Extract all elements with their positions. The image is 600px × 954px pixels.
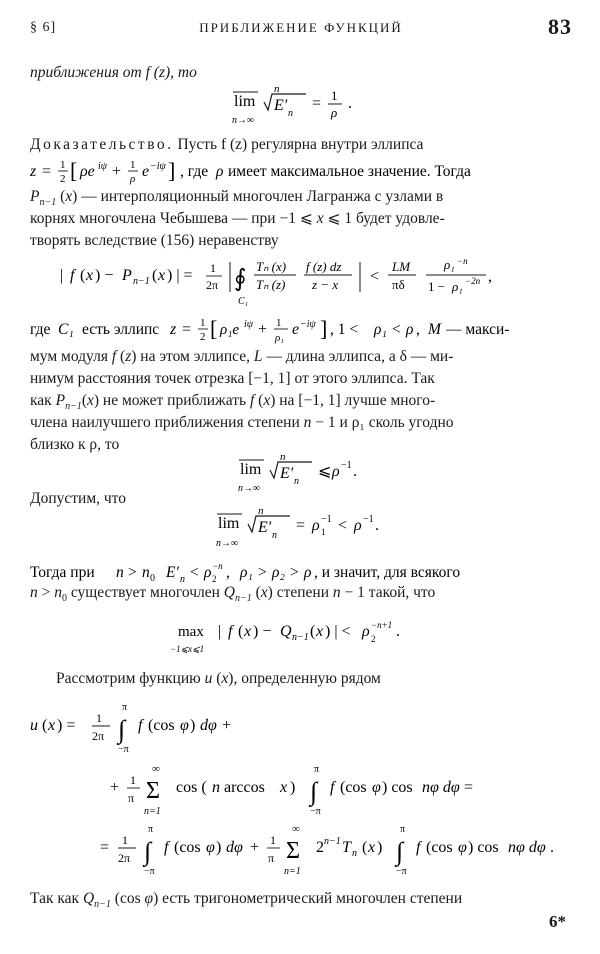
text-line-15: $n > n_0$ существует многочлен $Q_{n-1}$ (x) степени n − 1 такой, что [30, 584, 436, 605]
svg-text:имеет максимальное значение. Т: имеет максимальное значение. Тогда [228, 163, 471, 180]
svg-text:P: P [122, 267, 132, 284]
text-line-14 [30, 558, 575, 584]
signature-mark: 6* [549, 912, 566, 931]
svg-text:ρ: ρ [130, 173, 136, 185]
svg-text:ρ: ρ [332, 463, 340, 480]
svg-text:x: x [48, 717, 56, 734]
svg-text:n: n [258, 505, 264, 517]
section-marker: § 6] [30, 20, 57, 35]
svg-text:n: n [142, 564, 150, 581]
svg-text:2: 2 [60, 173, 66, 185]
svg-text:, 1 <: , 1 < [330, 321, 359, 338]
svg-text:x: x [280, 779, 288, 796]
svg-text:ρe: ρe [80, 163, 95, 180]
svg-text:∫: ∫ [310, 777, 318, 806]
svg-text:Tₙ (x): Tₙ (x) [256, 259, 287, 274]
svg-text:1: 1 [200, 317, 206, 329]
svg-text:u: u [30, 717, 38, 734]
svg-text:.: . [550, 839, 554, 856]
svg-text:) −: ) − [95, 267, 114, 284]
svg-text:∫: ∫ [118, 715, 126, 744]
svg-text:1: 1 [122, 833, 128, 847]
svg-text:arccos: arccos [224, 779, 265, 796]
svg-text:]: ] [320, 316, 328, 341]
svg-text:n→∞: n→∞ [238, 483, 261, 494]
svg-text:[: [ [70, 158, 78, 183]
svg-text:Σ: Σ [146, 778, 160, 804]
svg-text:Tₙ (z): Tₙ (z) [256, 277, 286, 292]
svg-text:=: = [296, 517, 306, 534]
svg-text:): ) [377, 839, 383, 856]
svg-text:πδ: πδ [392, 277, 405, 292]
page-number: 83 [548, 14, 572, 39]
svg-text:−n: −n [212, 561, 223, 571]
svg-text:C₁: C₁ [238, 296, 249, 307]
svg-text:ρ: ρ [204, 564, 212, 581]
svg-text:1: 1 [270, 833, 276, 847]
text-line-2 [30, 134, 572, 155]
svg-text:nφ dφ: nφ dφ [508, 839, 546, 856]
svg-text:>: > [290, 564, 299, 581]
svg-text:(cos: (cos [426, 839, 453, 856]
svg-text:+: + [112, 163, 122, 180]
text-line-9: нимум расстояния точек отрезка [−1, 1] от этого эллипса. Так [30, 370, 435, 387]
text-line-8: мум модуля f (z) на этом эллипсе, L — длина эллипса, а δ — ми- [30, 348, 454, 365]
svg-text:−1: −1 [321, 514, 332, 525]
svg-text:<: < [338, 517, 348, 534]
svg-text:n−1: n−1 [133, 276, 150, 287]
svg-text:) cos: ) cos [468, 839, 499, 856]
ellipse-definition-line [30, 156, 575, 186]
svg-text:f: f [330, 779, 335, 796]
svg-text:lim: lim [234, 93, 256, 110]
svg-text:2π: 2π [118, 851, 131, 865]
svg-text:n: n [272, 530, 277, 541]
formula-max [170, 618, 470, 658]
formula-limit-3 [210, 500, 400, 552]
svg-text:2: 2 [316, 839, 324, 856]
svg-text:=: = [182, 321, 192, 338]
svg-text:(: ( [310, 623, 316, 640]
svg-text:−π: −π [144, 866, 155, 877]
svg-text:,: , [488, 268, 492, 285]
svg-text:.: . [353, 463, 357, 480]
svg-text:+: + [250, 839, 260, 856]
svg-text:∞: ∞ [292, 823, 300, 835]
svg-text:+: + [110, 779, 120, 796]
svg-text:φ: φ [206, 839, 215, 856]
svg-text:π: π [122, 702, 128, 713]
svg-text:M: M [428, 321, 441, 338]
svg-text:ρ: ρ [304, 564, 312, 581]
svg-text:(: ( [42, 717, 48, 734]
text-line-16: Рассмотрим функцию u (x), определенную рядом [56, 670, 381, 687]
svg-text:) cos: ) cos [382, 779, 413, 796]
svg-text:|: | [60, 267, 64, 284]
svg-text:, и значит, для всякого: , и значит, для всякого [314, 564, 461, 581]
svg-text:1: 1 [96, 711, 102, 725]
svg-text:lim: lim [218, 515, 240, 532]
svg-text:f: f [70, 267, 75, 284]
formula-series-3 [100, 820, 575, 880]
svg-text:iψ: iψ [244, 319, 253, 330]
svg-text:+: + [222, 717, 232, 734]
svg-text:Тогда при: Тогда при [30, 564, 95, 581]
svg-text:.: . [348, 95, 352, 112]
svg-text:f (z) dz: f (z) dz [306, 259, 342, 274]
svg-text:π: π [400, 824, 406, 835]
text-line-5: корнях многочлена Чебышева — при −1 ⩽ x ⩽ 1 будет удовле- [30, 210, 445, 227]
svg-text:(: ( [362, 839, 368, 856]
svg-text:,: , [226, 564, 230, 581]
svg-text:f: f [164, 839, 169, 856]
svg-text:T: T [342, 839, 351, 856]
text-line-4: $P_{n-1}$ (x) — интерполяционный многочлен Лагранжа с узлами в [30, 188, 444, 209]
svg-text:) −: ) − [253, 623, 272, 640]
svg-text:=: = [100, 839, 110, 856]
svg-text:>: > [128, 564, 137, 581]
svg-text:ρ₁: ρ₁ [452, 279, 463, 294]
svg-text:−1: −1 [341, 460, 352, 471]
svg-text:φ: φ [180, 717, 189, 734]
svg-text:n: n [288, 108, 293, 119]
svg-text:1: 1 [130, 773, 136, 787]
svg-text:n: n [116, 564, 124, 581]
svg-text:>: > [258, 564, 267, 581]
svg-text:e: e [292, 321, 300, 338]
svg-text:где: где [30, 321, 51, 338]
svg-text:n: n [212, 779, 220, 796]
svg-text:x: x [86, 267, 94, 284]
svg-text:φ: φ [372, 779, 381, 796]
svg-text:−iψ: −iψ [150, 161, 166, 172]
svg-text:1: 1 [331, 88, 338, 103]
svg-text:∫: ∫ [396, 837, 404, 866]
svg-text:−n: −n [457, 256, 468, 266]
svg-text:, где: , где [180, 163, 209, 180]
page-header [30, 14, 572, 44]
proof-start: Пусть f (z) регулярна внутри эллипса [177, 136, 424, 153]
svg-text:.: . [375, 517, 379, 534]
svg-text:+: + [258, 321, 268, 338]
svg-text:(cos: (cos [174, 839, 201, 856]
text-line-13: Допустим, что [30, 490, 126, 507]
svg-text:ρ₁: ρ₁ [374, 321, 387, 338]
svg-text:∞: ∞ [152, 763, 160, 775]
svg-text:−n+1: −n+1 [371, 620, 393, 630]
svg-text:n=1: n=1 [144, 806, 161, 817]
svg-text:z: z [30, 163, 37, 180]
svg-text:iψ: iψ [98, 161, 107, 172]
svg-text:n→∞: n→∞ [232, 115, 255, 126]
svg-text:0: 0 [150, 573, 155, 584]
svg-text:ρ₁e: ρ₁e [220, 322, 240, 338]
svg-text:x: x [316, 623, 324, 640]
svg-text:<: < [370, 268, 380, 285]
svg-text:1: 1 [60, 159, 66, 171]
proof-label: Доказательство. [30, 136, 174, 153]
svg-text:n: n [280, 451, 286, 463]
svg-text:n: n [274, 83, 280, 95]
text-line-12: близко к ρ, то [30, 436, 120, 453]
svg-text:π: π [148, 824, 154, 835]
svg-text:∫: ∫ [144, 837, 152, 866]
svg-text:,: , [416, 321, 420, 338]
svg-text:n: n [294, 476, 299, 487]
svg-text:f: f [138, 717, 143, 734]
svg-text:x: x [244, 623, 252, 640]
svg-text:z − x: z − x [312, 277, 339, 292]
svg-text:ρ: ρ [331, 105, 338, 120]
text-line-10: как $P_{n-1}(x)$ не может приближать f (x) на [−1, 1] лучше много- [30, 392, 436, 413]
svg-text:n: n [180, 574, 185, 584]
text-line-6: творять вследствие (156) неравенству [30, 232, 279, 249]
svg-text:ρ: ρ [362, 623, 370, 640]
formula-series-2 [110, 760, 510, 820]
svg-text:|: | [218, 623, 222, 640]
svg-text:x: x [158, 267, 166, 284]
svg-text:) | <: ) | < [325, 623, 351, 640]
svg-text:<: < [392, 321, 401, 338]
svg-text:−1: −1 [363, 514, 374, 525]
svg-text:lim: lim [240, 461, 262, 478]
svg-text:ρ: ρ [216, 163, 224, 180]
svg-text:1: 1 [276, 317, 282, 329]
svg-text:C₁: C₁ [58, 321, 74, 338]
svg-text:LM: LM [392, 259, 411, 274]
svg-text:ρ₂: ρ₂ [272, 564, 285, 581]
svg-text:−1⩽x⩽1: −1⩽x⩽1 [170, 644, 205, 654]
svg-text:E′: E′ [280, 465, 294, 482]
svg-text:): ) [290, 779, 296, 796]
running-title: ПРИБЛИЖЕНИЕ ФУНКЦИЙ [199, 20, 403, 35]
svg-text:) =: ) = [57, 717, 76, 734]
svg-text:[: [ [210, 316, 218, 341]
formula-inequality [60, 254, 570, 310]
svg-text:cos (: cos ( [176, 779, 207, 796]
svg-text:1: 1 [321, 527, 326, 537]
svg-text:−π: −π [396, 866, 407, 877]
svg-text:dφ: dφ [200, 717, 217, 734]
svg-text:π: π [314, 764, 320, 775]
svg-text:) | =: ) | = [167, 267, 193, 284]
svg-text:2π: 2π [206, 278, 219, 292]
text-line-11: члена наилучшего приближения степени n − 1 и ρ₁ сколь угодно [30, 414, 454, 431]
svg-text:E′: E′ [258, 519, 272, 536]
svg-text:−π: −π [118, 744, 129, 755]
svg-text:π: π [268, 851, 275, 865]
svg-text:2: 2 [371, 634, 376, 644]
svg-text:dφ: dφ [226, 839, 243, 856]
svg-text:=: = [42, 163, 52, 180]
svg-text:ρ₁: ρ₁ [444, 257, 455, 272]
svg-text:x: x [368, 839, 376, 856]
svg-text:f: f [228, 623, 233, 640]
ellipse-c1-line [30, 314, 575, 344]
svg-text:−π: −π [310, 806, 321, 817]
svg-text:n=1: n=1 [284, 866, 301, 877]
svg-text:π: π [128, 791, 135, 805]
svg-text:.: . [396, 623, 400, 640]
formula-limit-1 [226, 80, 376, 126]
svg-text:Q: Q [280, 623, 292, 640]
svg-text:nφ dφ: nφ dφ [422, 779, 460, 796]
svg-text:<: < [190, 564, 199, 581]
svg-text:]: ] [168, 158, 176, 183]
svg-text:ρ: ρ [354, 517, 362, 534]
svg-text:f: f [416, 839, 421, 856]
svg-text:=: = [312, 95, 322, 112]
svg-text:ρ: ρ [406, 321, 414, 338]
text-line-17: Так как $Q_{n-1}$ (cos φ) есть тригонометрический многочлен степени [30, 890, 463, 911]
svg-text:(: ( [152, 267, 158, 284]
svg-text:φ: φ [458, 839, 467, 856]
svg-text:(cos: (cos [340, 779, 367, 796]
svg-text:z: z [170, 321, 177, 338]
svg-text:⩽: ⩽ [318, 463, 332, 480]
svg-text:1 −: 1 − [428, 279, 446, 294]
svg-text:E′: E′ [166, 564, 179, 581]
svg-text:n−1: n−1 [292, 632, 309, 643]
svg-text:2: 2 [200, 331, 206, 343]
svg-text:ρ: ρ [312, 517, 320, 534]
svg-text:— макси-: — макси- [446, 321, 510, 338]
svg-text:1: 1 [210, 261, 216, 275]
svg-text:E′: E′ [274, 97, 288, 114]
svg-text:ρ₁: ρ₁ [240, 564, 253, 581]
svg-text:Σ: Σ [286, 838, 300, 864]
svg-text:(: ( [238, 623, 244, 640]
svg-text:(: ( [80, 267, 86, 284]
svg-text:n→∞: n→∞ [216, 538, 239, 549]
svg-text:n−1: n−1 [324, 836, 341, 847]
svg-text:−2n: −2n [465, 276, 481, 286]
svg-text:): ) [216, 839, 222, 856]
svg-text:2π: 2π [92, 729, 105, 743]
svg-text:∮: ∮ [234, 266, 247, 292]
formula-series-1 [30, 698, 330, 758]
svg-text:(cos: (cos [148, 717, 175, 734]
svg-text:=: = [464, 779, 474, 796]
svg-text:e: e [142, 163, 150, 180]
svg-text:): ) [190, 717, 196, 734]
text-line-1: приближения от f (z), то [30, 64, 197, 81]
svg-text:есть эллипс: есть эллипс [82, 321, 160, 338]
svg-text:1: 1 [130, 159, 136, 171]
svg-text:n: n [352, 848, 357, 859]
svg-text:−iψ: −iψ [300, 319, 316, 330]
svg-text:2: 2 [212, 574, 217, 584]
svg-text:ρ₁: ρ₁ [275, 332, 285, 344]
svg-text:max: max [178, 624, 204, 640]
